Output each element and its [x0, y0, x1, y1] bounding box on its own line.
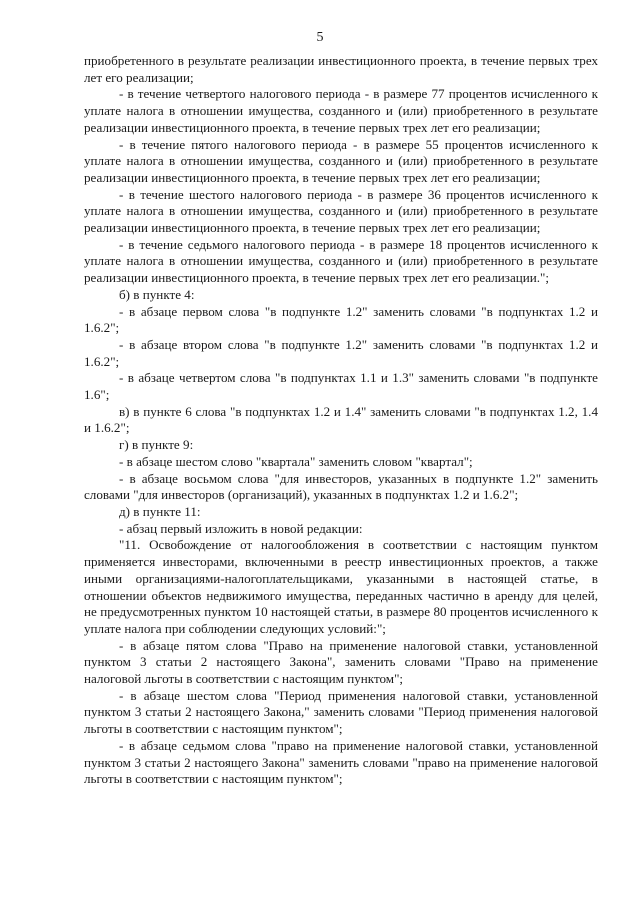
- paragraph: - в абзаце шестом слово "квартала" заменить словом "квартал";: [119, 453, 473, 469]
- paragraph: - в течение шестого налогового периода - в размере 36 процентов исчисленного к уплате налога в отношении имущества, созданного и (или) приобретенного в результате реализации инвестиционного проекта, в течение первых трех лет его реализации;: [84, 186, 598, 236]
- paragraph: г) в пункте 9:: [119, 437, 194, 453]
- paragraph: - в абзаце втором слова "в подпункте 1.2" заменить словами "в подпунктах 1.2 и 1.6.2";: [84, 336, 598, 369]
- paragraph: - в абзаце четвертом слова "в подпунктах 1.1 и 1.3" заменить словами "в подпункте 1.6";: [84, 370, 598, 403]
- page-number: 5: [316, 30, 324, 45]
- paragraph: - в течение четвертого налогового периода - в размере 77 процентов исчисленного к уплате налога в отношении имущества, созданного и (или) приобретенного в результате реализации инвестиционного проекта, в течение первых трех лет его реализации;: [84, 86, 598, 135]
- paragraph: приобретенного в результате реализации инвестиционного проекта, в течение первых трех лет его реализации;: [84, 53, 598, 85]
- paragraph: "11. Освобождение от налогообложения в соответствии с настоящим пунктом применяется инвесторами, включенными в реестр инвестиционных проектов, а также иными организациями-налогоплательщиками, указанными в настоящей статье, в отношении объектов недвижимого имущества, переданных частично в аренду для целей, не предусмотренных пунктом 10 настоящей статьи, в размере 80 процентов исчисленного к уплате налога при соблюдении следующих условий:";: [84, 537, 598, 636]
- paragraph: - в течение седьмого налогового периода - в размере 18 процентов исчисленного к уплате налога в отношении имущества, созданного и (или) приобретенного в результате реализации инвестиционного проекта, в течение первых трех лет его реализации.";: [84, 236, 598, 286]
- paragraph: б) в пункте 4:: [119, 286, 195, 302]
- paragraph: - в течение пятого налогового периода - в размере 55 процентов исчисленного к уплате налога в отношении имущества, созданного и (или) приобретенного в результате реализации инвестиционного проекта, в течение первых трех лет его реализации;: [84, 136, 598, 185]
- paragraph: - в абзаце седьмом слова "право на применение налоговой ставки, установленной пунктом 3 статьи 2 настоящего Закона" заменить словами "право на применение налоговой льготы в соответствии с настоящим пунктом";: [84, 737, 598, 787]
- paragraph: - в абзаце пятом слова "Право на применение налоговой ставки, установленной пунктом 3 статьи 2 настоящего Закона", заменить словами "Право на применение налоговой льготы в соответствии с настоящим пунктом";: [84, 637, 598, 687]
- paragraph: в) в пункте 6 слова "в подпунктах 1.2 и 1.4" заменить словами "в подпунктах 1.2, 1.4 и 1.6.2";: [84, 403, 598, 436]
- paragraph: - в абзаце восьмом слова "для инвесторов, указанных в подпункте 1.2" заменить словами "для инвесторов (организаций), указанных в подпунктах 1.2 и 1.6.2";: [84, 470, 598, 503]
- paragraph: д) в пункте 11:: [119, 503, 201, 519]
- paragraph: - в абзаце шестом слова "Период применения налоговой ставки, установленной пунктом 3 статьи 2 настоящего Закона," заменить словами "Период применения налоговой льготы в соответствии с настоящим пунктом";: [84, 687, 598, 737]
- paragraph: - в абзаце первом слова "в подпункте 1.2" заменить словами "в подпунктах 1.2 и 1.6.2";: [84, 303, 598, 336]
- document-body: [84, 53, 598, 788]
- paragraph: - абзац первый изложить в новой редакции:: [119, 520, 363, 536]
